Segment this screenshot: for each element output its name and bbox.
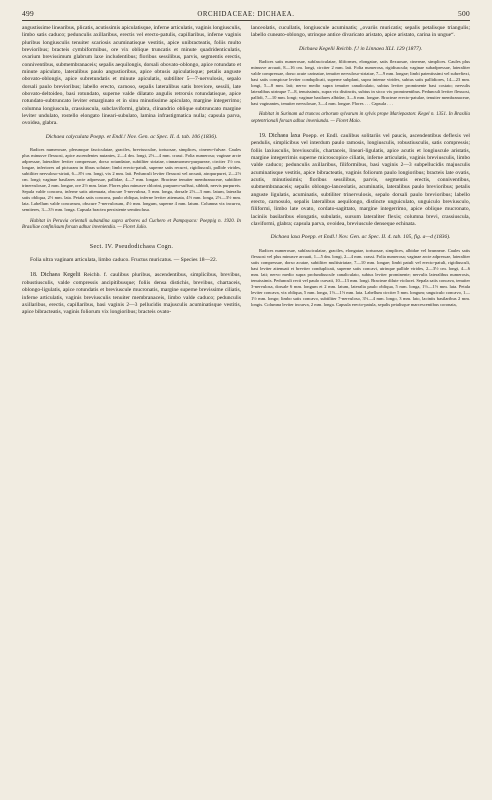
species-18-diagnosis-continued: lanceolatis, cucullatis, longiuscule acuminatis; „ovariis muricatis; sepalis petalisque triangulis; labello cuneato-oblongo, utrinque antice divaricato aristato, apice aristato, carina in ungue“. bbox=[251, 25, 470, 39]
species-19-diagnosis bbox=[251, 133, 470, 228]
habitat-note: Habitat in Peruvia orientali subandina supra arbores ad Cuchero et Pampayaco: Poeppig n. 1920. In Brasiliae confiniisum forsan adhuc inveniendia. — Floret Julio. bbox=[22, 218, 241, 230]
header-rule bbox=[22, 20, 470, 21]
citation-dichaea-calyculata: Dichaea calyculata Poepp. et Endl.! Nov. Gen. ac Spec. II. 4. tab. 106 (1836). bbox=[45, 133, 218, 140]
species-18-diagnosis bbox=[22, 272, 241, 316]
species-19-text: Poepp. et Endl. caulibus solitariis vel paucis, ascendentibus deflexis vel pendulis, simplicibus vel interdum paulo ramosis, longiusculis, robustiusculis, satis compressis; foliis laxiusculis, breviusculis, chartaceis, lineari-ligulatis, apice acutis et longiuscule aristatis, margine integerrimis superne microscopice ciliatis, inferne articulatis, vaginis breviusculis, limbo valde caduco; pedunculis axillaribus, filiformibus, basi vaginis 2—3 subpellucidis majusculis acuminatisque vestitis, apice bibracteatis, vaginis foliorum paulo longioribus; bracteis late ovatis, acutis, minutissimis; floribus sessilibus, parvis, segmentis erectis, conniventibus, submembranaceis; sepalis oblongo-lanceolatis, acuminatis, lateralibus paulo brevioribus; petalis anguste ligulatis, acuminatis, subtiliter trinervulosis, sepalo dorsali paulo brevioribus; labello erecto, carnosulo, sepalis lateralibus aequilongo, distincte unguiculato, unguiculo breviusculo, filiformi, limbo late ovato, cordato-sagittato, margine integerrimo, apice oblique mucronato, laciniis basilaribus elongatis, subulatis, sursum lateraliter flexis; columna brevi, crassiuscula, claviformi, glabra; capsula parva, ovoidea, breviuscule denseque echinata. bbox=[251, 132, 470, 227]
citation-dichaea-kegelii: Dichaea Kegelii Reichb. f.! in Linnaea XLI. 129 (1877). bbox=[298, 45, 423, 52]
species-18-text: Reichb. f. caulibus pluribus, ascendentibus, simplicibus, brevibus, robustiusculis, valde compressis ancipitibusque; foliis densa distichis, brevibus, chartaceis, oblongo-ligulatis, apice rotundatis et breviuscule mucronatis, margine superne brevissime ciliatis, inferne articulatis, vaginis breviusculis tenuiter membranaceis, limbo valde caduco; pedunculis axillaribus, erectis, capillaribus, basi vaginis 2—3 pellucidis majusculis acuminatisque vestitis, apice bibracteatis, vaginis foliorum vix longioribus; bracteis ovato- bbox=[22, 272, 241, 316]
page-number-right: 500 bbox=[458, 9, 470, 18]
species-18-name: 18. Dichaea Kegelii bbox=[30, 272, 81, 279]
detailed-description-kegelii: Radices satis numerosae, subfasciculatae, filiformes, elongatae, satis flexuosae, cinereae, simplices. Caules plus minusve arcuati, 8—16 cm. longi, circiter 2 mm. lati. Folia numerosa, rigidiuscula; vaginae subadpressae, lateraliter valde compressae, dorso acute carinatae, tenuiter nervuloso-striatae, 7—9 mm. longae; limbi patentissimi vel subrefiexi, basi satis conspicue leviter conduplicati, superne subplani, supra intense virides, subtus satis pallidiores, 14—23 mm. longi, 5—8 mm. lati; nervo medio supra tenuiter canaliculato, subtus leviter prominente basi costato; nervulis lateralibus utrinque 7—8, tenuissimis, supra vix distinctis, subtus in sicco vix prominentibus. Pedunculi leviter flexuosi, pallidi, 7—10 mm. longi; vaginae basilares albidae, 3—6 mm. longae. Bracteae erecto-patulae, tenuiter membranaceae, basi vaginantes, tenuiter nervulosae, 3—4 mm. longae. Flores . . . Capsula . . . bbox=[251, 58, 470, 107]
detailed-description: Radices numerosae, plerumque fasciculatae, graciles, breviusculae, tortuosae, simplices, cinereo-fulvae. Caules plus minusve flexuosi, apice ascendentes nutantes, 2—4 dm. longi, 2½—4 mm. crassi. Folia numerosa; vaginae arcte adpressae, lateraliter leviter compressae, dorso rotundatae, subtiliter striatae, cinnamomeo-purpureae, circiter 1½ cm. longae, inferiores ad picturam in fibras solutae; limbi erecto-patuli, superne satis recurvi, rigidiusculi, pallide virides, subtiliter nervuloso-striati, 6—8½ cm. longi, vix 2 mm. lati. Pedunculi leviter flexuosi vel arcuati, atropurpurei, 2—2½ cm. longi; vaginae basilares arcte adpressae, pallidae, 4—7 mm. longae. Bracteae tenuiter membranaceae, subtiliter trinervulosae, 2 mm. longae, ore 2½ mm. latae. Flores plus minusve chlorini, purpureo-suffusi, sibbidi, nervis purpureis. Sepala valde concava, inferne satis attenuata, obscure 5-nervulosa, 5 mm. longa, dorsale 2½—3 mm. latum, lateralia satis obliqua, 2½ mm. lata. Petala satis concava, paulo obliqua, inferne leviter attenuata, 4½ mm. longa, 2½—3½ mm. lata. Labellum valde concavum, obscure 7-nervulosum, 4½ mm. longum, superne 4 mm. latum. Columna vix incurva, semiteres, 3—3½ mm. longa. Capsula bractea persistente semiinclusa. bbox=[22, 147, 241, 213]
right-column bbox=[251, 25, 470, 786]
left-column bbox=[22, 25, 241, 786]
running-title: ORCHIDACEAE: DICHAEA. bbox=[197, 11, 295, 18]
species-description-continued: angustissime linearibus, plicatis, acutissimis apiculatisque, inferne articulatis, vaginis longiusculis, limbo satis caduco; pedunculis axillaribus, erectis vel erecto-patulis, capillaribus, inferne vaginis pluribus longiusculis tenuiter scariosis acuminatisque vestitis, apice unibracteatis, foliis multo brevioribus; bracteis cymbiformibus, ore vix oblique truncatis et minute quadridenticulatis, ovarium brevissimum glabrum laxe includentibus; floribus sessilibus, parvis, segmentis erectis, conniventibus, submembranaceis; sepalis aequilongis, dorsali obovato-oblongo, apice rotundato et minute apiculato, lateralibus paulo angustioribus, apice obtusis apiculatisque; petalis anguste obovato-oblongis, apice subretundatis et minute apiculatis, subtiliter 5—7-nervulosis, sepalo dorsali paulo brevioribus; labello erecto, carnoso, sepalis lateralibus satis breviore, sessili, late obovato-deltoideo, basi rotundato, superne valde dilatato angulis retrorsis rotundatisque, apice rotundato-subtruncato leviter emarginato et in sinu minutissime apiculato, margine integerrimo; columna longiuscula, crassiuscula, subclaviformi, glabra, clinandrio oblique subtruncato margine leviter undulato, rostello elongato lineari-subulato, lamina infrastigmatica nulla; capsula parva, ovoidea, glabra. bbox=[22, 25, 241, 127]
section-heading: Sect. IV. Pseudodichaea Cogn. bbox=[89, 244, 174, 251]
species-19-name: 19. Dichaea laxa bbox=[259, 132, 301, 139]
section-description: Folia ultra vaginam articulata, limbo caduco. Fructus muricatus. — Species 18—22. bbox=[30, 257, 218, 264]
page-number-left: 499 bbox=[22, 9, 34, 18]
citation-dichaea-laxa: Dichaea laxa Poepp. et Endl.! Nov. Gen. ac Spec. II. 4. tab. 105, fig. a—d (1836). bbox=[270, 234, 451, 241]
detailed-description-laxa: Radices numerosae, subfasciculatae, graciles, elongatae, tortuosae, simplices, albidae vel brunneae. Caules satis flexuosi vel plus minusve arcuati, 1—5 dm. longi, 2—4 mm. crassi. Folia numerosa; vaginae arcte adpressae, lateraliter satis compressae, dorso acutae, subtiliter multistriatae, 7—10 mm. longae; limbi patuli vel erecto-patuli, rigidiusculi, basi leviter attenuati et breviter conduplicati, superne satis concavi, utrinque pallide virides, 2—3½ cm. longi, 4—6 mm. lati; nervo medio supra profundiuscule canaliculato, subtus leviter prominente; nervulis lateralibus numerosis, tenuissimis. Pedunculi recti vel paulo curvati, 10—13 mm. longi. Bracteae dilute violacei. Sepala satis concava, tenuiter 3-nervulosa, dorsale 6 mm. longum et 2 mm. latum, lateralia paulo obliqua, 5 mm. longa, 1½—1½ mm. lata. Petala leviter concava, vix obliqua, 5 mm. longa, 1½—1½ mm. lata. Labellum circiter 5 mm. longum; unguiculo concavo, 1—1½ mm. longo; limbo satis concavo, subtiliter 7-nervuloso, 3½—4 mm. longo, 3 mm. lato, laciniis basilaribus 2 mm. longis. Columna leviter incurva, 2 mm. longa. Capsula erecto-patula, sepalis petalisque marcescentibus coronata, bbox=[251, 247, 470, 307]
two-column-body bbox=[22, 25, 470, 786]
habitat-note-kegelii: Habitat in Surinam ad truncos arborum sylvarum in sylvis prope Mariepaston: Kegel n. 1351. In Brasilia septentrionali forsan adhuc inveniunda. — Floret Maio. bbox=[251, 112, 470, 124]
running-header bbox=[22, 9, 470, 18]
